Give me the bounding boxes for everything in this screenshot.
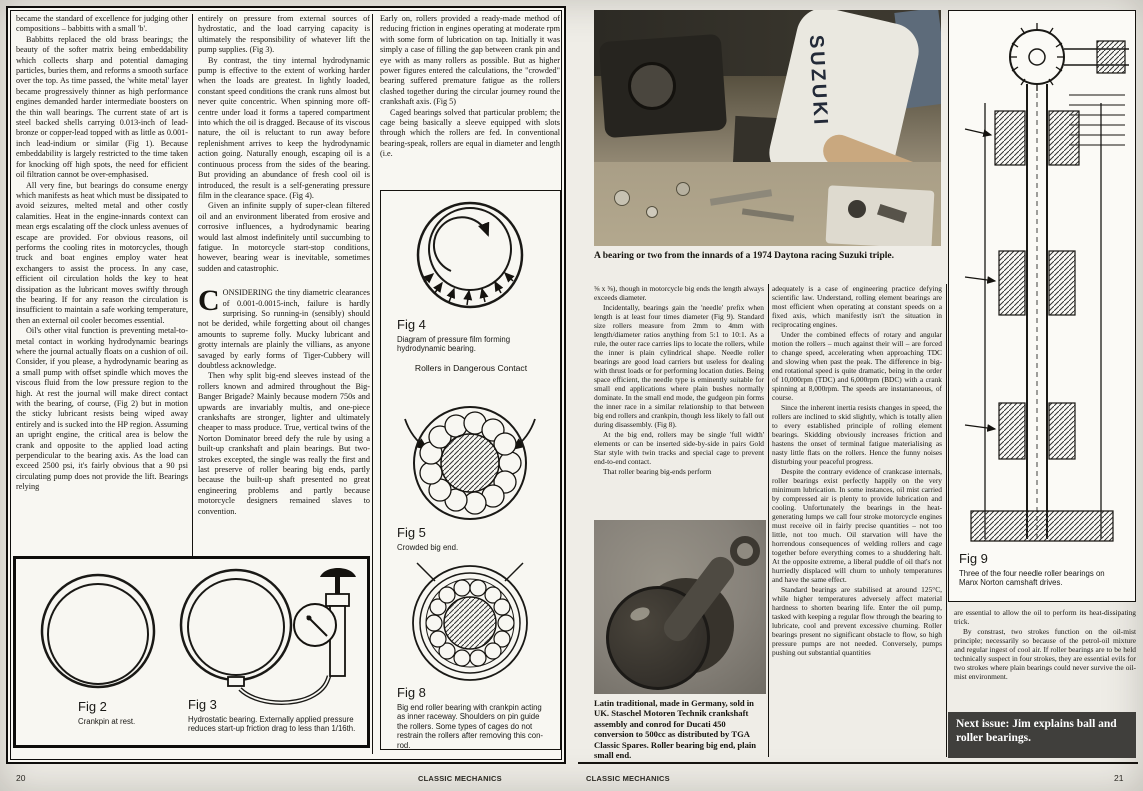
fig9-caption: Three of the four needle roller bearings on Manx Norton camshaft drives.	[959, 569, 1105, 588]
photo-bearing-part	[614, 190, 630, 206]
photo-caption: A bearing or two from the innards of a 1974 Daytona racing Suzuki triple.	[594, 251, 894, 261]
photo-part-on-cloth	[848, 200, 866, 218]
figure-panel-right	[380, 190, 561, 750]
fig5-caption: Crowded big end.	[397, 543, 459, 552]
column-rule	[768, 284, 769, 757]
fig3-caption: Hydrostatic bearing. Externally applied pressure reduces start-up friction drag to less than 1/16th.	[188, 715, 356, 734]
right-column-3	[954, 608, 1136, 708]
photo-engine-detail	[628, 62, 676, 110]
paragraph: ⅝ x ⅝), though in motorcycle big ends the length always exceeds diameter.	[594, 284, 764, 302]
paragraph: entirely on pressure from external sources of hydrostatic, and the load carrying capacity is ultimately the responsibility of whatever lift the pump supplies. (Fig 3).	[198, 14, 370, 55]
paragraph: At the big end, rollers may be single 'full width' elements or can be inserted side-by-side in pairs Gold Star style with twin tracks and special cage to prevent end-to-end contact.	[594, 430, 764, 466]
fig2-crankpin-at-rest-diagram	[28, 567, 168, 697]
paragraph: adequately is a case of engineering practice defying scientific law. Understand, rolling element bearings are most efficient when operating at constant speeds on a fixed axis, which manifestly isn't the situation in reciprocating engines.	[772, 284, 942, 329]
paragraph: Under the combined effects of rotary and angular motion the rollers – much against their will – are forced to change speed, accelerating when approaching TDC and slowing when past the peak. The difference in big-end rotational speed is quite dramatic, being in the order of 10,000rpm (TDC) and 6,000rpm (BDC) with a crank spinning at 8,000rpm. The speeds are instantaneous, of course.	[772, 330, 942, 402]
paragraph-dropcap: CONSIDERING the tiny diametric clearances of 0.001-0.0015-inch, failure is hardly surprising. So running-in (sensibly) should not be derided, while forgetting about oil changes amounts to supreme folly. Mucky lubricant and grotty internals are plainly the villians, as anyone savaged by early forms of Tiger-Cubbery will doubtless acknowledge.	[198, 284, 370, 370]
photo-small-end	[730, 536, 760, 566]
right-column-2	[772, 284, 942, 757]
fig5-heading: Rollers in Dangerous Contact	[414, 363, 528, 373]
magazine-title-right: CLASSIC MECHANICS	[586, 774, 670, 783]
photo-bearing-part	[646, 206, 658, 218]
tshirt-logo-text: SUZUKI	[804, 34, 832, 128]
paragraph: are essential to allow the oil to perform its heat-dissipating trick.	[954, 608, 1136, 626]
magazine-title-left: CLASSIC MECHANICS	[418, 774, 502, 783]
page-number-left: 20	[16, 773, 26, 783]
fig8-caption: Big end roller bearing with crankpin acting as inner raceway. Shoulders on pin guide the rollers. Some types of cages do not restrain the rollers after removing this con-rod.	[397, 703, 544, 750]
fig4-hydrodynamic-bearing-diagram	[389, 197, 551, 319]
fig3-label: Fig 3	[188, 697, 217, 712]
photo-crankshaft	[594, 520, 766, 694]
page-number-right: 21	[1114, 773, 1124, 783]
fig3-hydrostatic-bearing-diagram	[174, 563, 362, 705]
fig8-label: Fig 8	[397, 685, 426, 700]
fig5-label: Fig 5	[397, 525, 426, 540]
paragraph: All very fine, but bearings do consume energy which manifests as heat which must be dissipated to avoid seizures, melted metal and other costly calamities. Heat in the engine-innards context can mean ergs escalating off the clock unless avenues of escape are provided. For obvious reasons, oil performs the cooling rites in motorcycles, though truck and boat engines employ water heat exchangers to assist the process. In any case, efficient oil circulation holds the key to heat dissipation as the lubricant moves swiftly through the bearing. If for any reason the circulation is insufficient to maintain a safe working temperature, then an external oil cooler becomes essential.	[16, 180, 188, 325]
left-column-2	[198, 14, 370, 556]
paragraph: By constrast, two strokes function on the oil-mist principle; necessarily so because of the petrol-oil mixture and regular ingest of cool air. If roller bearings are to be held technically suspect in four strokes, they are essential evils for two strokes where plain bearings could never survive the oil-mist environment.	[954, 627, 1136, 681]
fig5-crowded-big-end-diagram	[389, 385, 551, 523]
paragraph: Babbitts replaced the old brass bearings; the beauty of the softer matrix being embeddability which collects sharp and potential damaging particles, buries them, and reforms a smooth surface over the top. As time passed, the 'white metal' layer became progressively thinner as high performance engines demanded harder intermediate boosters on the thin wall bearings. The current state of art is steel backed shells carrying 0.013-inch of lead-bronze or copper-lead topped with as little as 0.001-inch lead-indium or similar (Fig 1). Because embeddability is largely restricted to the time taken for knocking off high spots, the need for efficient oil filtration cannot be over-emphasised.	[16, 34, 188, 180]
paragraph: Then why split big-end sleeves instead of the rollers known and admired throughout the Big-Banger Brigade? Mainly because modern 750s and upwards are invariably multis, and one-piece crankshafts are stronger, lighter and ultimately cheaper to mass produce. True, vertical twins of the Norton Dominator breed defy the rule by using a built-up crankshaft and plain bearings. But two-strokes excepted, the single was really the first and last preserve of roller bearing big ends, partly because the built-up shaft presented no great engineering problems and partly because motorcycle designers remained slaves to convention.	[198, 371, 370, 516]
paragraph: Since the inherent inertia resists changes in speed, the rollers are inclined to skid slightly, which is totally alien to every established principle of rolling element bearings. Skidding obviously increases friction and hastens the onset of terminal fatigue materialising as nasty little flats on the rollers. Hence the funny noises disturbing your peaceful progress.	[772, 403, 942, 466]
paragraph: Given an infinite supply of super-clean filtered oil and an environment liberated from erosive and corrosive influences, a hydrodynamic bearing would last almost indefinitely until succumbing to fatigue. In motorcycle start-stop conditions, however, bearing wear is inevitable, sometimes sudden and catastrophic.	[198, 201, 370, 273]
fig2-label: Fig 2	[78, 699, 107, 714]
column-rule	[946, 284, 947, 757]
column-rule	[192, 14, 193, 556]
fig9-panel	[948, 10, 1136, 602]
next-issue-banner: Next issue: Jim explains ball and roller bearings.	[948, 712, 1136, 758]
photo-bearing-part	[676, 182, 690, 196]
left-page	[6, 6, 566, 764]
crankshaft-caption: Latin traditional, made in Germany, sold in UK. Staschel Motoren Technik crankshaft assembly and conrod for Ducati 450 conversion to 500cc as distributed by TGA Classic Spares. Roller bearing big end, plain small end.	[594, 698, 757, 761]
right-column-1	[594, 284, 764, 516]
paragraph: Oil's other vital function is preventing metal-to-metal contact in working hydrodynamic bearings where the journal actually floats on a cushion of oil. Consider, if you please, a hydrodynamic bearing as a small pump with offset spindle which moves the viscous fluid from the low pressure region to the high. At rest the journal will make direct contact with the bearing, of course, (Fig 2) but in motion the sticky lubricant resists being wiped away entirely and is sucked into the HP region. Assuming an upright engine, the critical area is below the crank and opposite to the applied load acting perpendicular to the bearing axis. As the load can exceed 2500 psi, it's fairly obvious that a 90 psi circulating pump does not provide the lift. Bearings relying	[16, 326, 188, 492]
paragraph: By contrast, the tiny internal hydrodynamic pump is effective to the extent of working harder when the loads are greatest. In lightly loaded, constant speed conditions the crank runs almost but never quite concentric. When spinning more off-centre under load it forms a tapered compartment into which the oil is dragged. Because of its viscous nature, the oil is reluctant to run away before replenishment arrives to keep the hydrodynamic action going. Naturally enough, escaping oil is a continuous process from the sides of the bearing. But providing an abundance of fresh cool oil is introduced, the result is a self-generating pressure film in the clearance space. (Fig 4).	[198, 55, 370, 200]
paragraph: Despite the contrary evidence of crankcase internals, roller bearings exist perfectly happily on the very minimum lubrication. In some instances, oil mist carried by compressed air is plenty to provide lubrication and cooling. Unfortunately the bearings in the heat-generating lumps we call four stroke motorcycle engines must receive oil in fairly precise quantities – not too little, not too much. Oil starvation will have the horrendous consequences of welding rollers and cage together before everything comes to a shuddering halt. At the opposite extreme, a liberal puddle of oil that's not hurriedly displaced will churn to unholy temperatures and have the same effect.	[772, 467, 942, 584]
fig4-caption: Diagram of pressure film forming hydrodynamic bearing.	[397, 335, 511, 354]
paragraph: Incidentally, bearings gain the 'needle' prefix when length is at least four times diameter (Fig 9). Standard size rollers measure from 2mm to 4mm with length/diameter ratios anything from 5:1 to 10:1. As a rule, the outer race carries lips to locate the rollers, while the inner is plain cylindrical shape. Needle roller bearings are good load carriers but useless for dealing with thrust loads or for performing location duties. Being space efficient, the needle type is eminently suitable for small end applications where plain bushes normally dominate. In the small end mode, the gudgeon pin forms the inner race in a similar relationship to that between big end rollers and crankpin, though less likely to fall out during disassembly. (Fig 8).	[594, 303, 764, 429]
fig8-roller-bearing-diagram	[389, 559, 551, 683]
left-column-3	[380, 14, 560, 190]
page-bottom-rule	[578, 762, 1138, 764]
paragraph: Standard bearings are stabilised at around 125°C, while higher temperatures adversely affect material hardness to shorten bearing life. Enter the oil pump, tasked with keeping a regular flow through the bearing to lubricate, cool and prevent excessive churning. Roller bearings present no significant obstacle to flow, so high pressure pumps are not needed. Conversely, pumps pushing out substantial quantities	[772, 585, 942, 657]
paragraph: Early on, rollers provided a ready-made method of reducing friction in engines operating at moderate rpm with some form of lubrication on tap. Initially it was simply a case of filling the gap between crank pin and eye with as many rollers as possible. But as higher power figures entered the calculations, the "crowded" bearing suffered premature fatigue as the rollers clashed together during the circular journey round the crankshaft axis. (Fig 5)	[380, 14, 560, 107]
figure-panel-bottom	[13, 556, 370, 748]
fig4-label: Fig 4	[397, 317, 426, 332]
paragraph: That roller bearing big-ends perform	[603, 467, 712, 476]
paragraph: became the standard of excellence for judging other compositions – babbitts with a small 'b'.	[16, 14, 188, 34]
fig9-camshaft-cutaway-diagram	[949, 11, 1135, 549]
column-rule	[372, 14, 373, 754]
photo-suzuki-workbench	[594, 10, 941, 246]
paragraph: Caged bearings solved that particular problem; the cage being basically a sleeve equipped with slots through which the rollers are fed. In conventional bearing-speak, rollers are equal in diameter and length (i.e.	[380, 107, 560, 159]
fig2-caption: Crankpin at rest.	[78, 717, 136, 726]
left-column-1	[16, 14, 188, 554]
fig9-label: Fig 9	[959, 551, 988, 566]
